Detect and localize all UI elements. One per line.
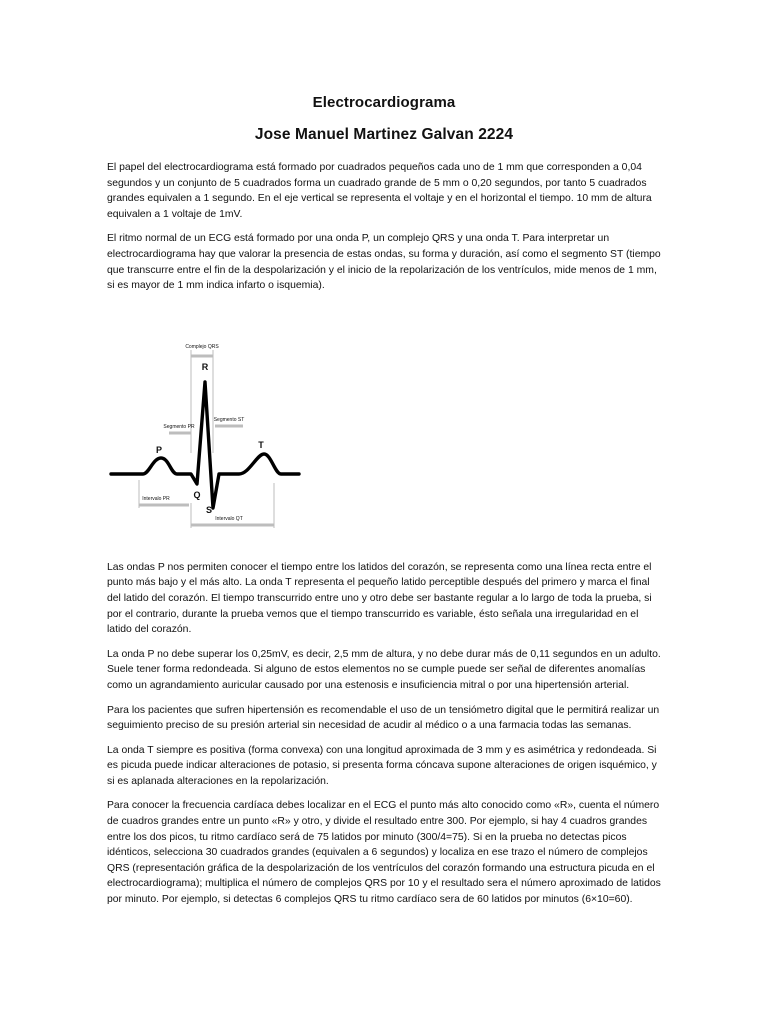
st-segment-label: Segmento ST xyxy=(213,416,245,423)
document-title: Electrocardiograma xyxy=(312,94,456,111)
pr-interval-label: Intervalo PR xyxy=(142,495,170,502)
ecg-diagram xyxy=(109,338,309,538)
qrs-complex-label: Complejo QRS xyxy=(185,343,219,350)
qt-interval-label: Intervalo QT xyxy=(215,515,243,522)
paragraph-heart-rate: Para conocer la frecuencia cardíaca debes localizar en el ECG el punto más alto conocido como «R», cuenta el número de cuadros grandes entre un punto «R» y otro, y divide el resultado entre 300. Por ejemplo, si hay 4 cuadros grandes entre los dos picos, tu ritmo cardíaco será de 75 latidos por minuto (300/4=75). Si en la prueba no detectas picos idénticos, selecciona 30 cuadrados grandes (equivalen a 6 segundos) y localiza en ese trazo el número de complejos QRS (representación gráfica de la despolarización de los ventrículos del corazón formando una estructura picuda en el electrocardiograma); multiplica el número de complejos QRS por 10 y el resultado sera el número aproximado de latidos por minuto. Por ejemplo, si detectas 6 complejos QRS tu ritmo cardíaco sera de 60 latidos por minutos (6×10=60). xyxy=(107,800,661,906)
ecg-diagram-svg xyxy=(109,338,309,538)
p-wave-label: P xyxy=(155,444,163,455)
r-wave-label: R xyxy=(201,361,209,372)
t-wave-label: T xyxy=(258,439,264,450)
paragraph-hypertension: Para los pacientes que sufren hipertensión es recomendable el uso de un tensiómetro digital que le permitirá realizar un seguimiento preciso de su presión arterial sin necesidad de acudir al médico o a una farmacia todas las semanas. xyxy=(107,704,660,732)
document-author: Jose Manuel Martinez Galvan 2224 xyxy=(254,126,514,143)
paragraph-p-wave-limits: La onda P no debe superar los 0,25mV, es decir, 2,5 mm de altura, y no debe durar más de 0,11 segundos en un adulto. Suele tener forma redondeada. Si alguno de estos elementos no se cumple puede ser señal de diferentes anomalías como un agrandamiento auricular causado por una estenosis e insuficiencia mitral o por una hipertensión arterial. xyxy=(107,648,661,691)
paragraph-p-waves: Las ondas P nos permiten conocer el tiempo entre los latidos del corazón, se representa como una línea recta entre el punto más bajo y el más alto. La onda T representa el pequeño latido perceptible después del primero y marca el final del latido del corazón. El tiempo transcurrido entre uno y otro debe ser bastante regular a lo largo de toda la prueba, si por el contrario, durante la prueba vemos que el tiempo transcurrido es variable, ésto señala una irregularidad en el latido del corazón. xyxy=(107,561,652,636)
paragraph-ecg-paper: El papel del electrocardiograma está formado por cuadrados pequeños cada uno de 1 mm que corresponden a 0,04 segundos y un conjunto de 5 cuadrados forma un cuadrado grande de 5 mm o 0,20 segundos, por tanto 5 cuadrados grandes equivalen a 1 segundo. En el eje vertical se representa el voltaje y en el horizontal el tiempo. 10 mm de altura equivalen a 1 voltaje de 1mV. xyxy=(107,162,652,220)
s-wave-label: S xyxy=(205,504,213,515)
q-wave-label: Q xyxy=(193,489,201,500)
paragraph-normal-rhythm: El ritmo normal de un ECG está formado por una onda P, un complejo QRS y una onda T. Para interpretar un electrocardiograma hay que valorar la presencia de estas ondas, su forma y duración, así como el segmento ST (tiempo que transcurre entre el fin de la despolarización y el inicio de la repolarización de los ventrículos, mide menos de 1 mm, si es mayor de 1 mm indica infarto o isquemia). xyxy=(107,233,661,292)
paragraph-t-wave: La onda T siempre es positiva (forma convexa) con una longitud aproximada de 3 mm y es asimétrica y redondeada. Si es picuda puede indicar alteraciones de potasio, si presenta forma cóncava supone alteraciones de origen isquémico, y si es aplanada alteraciones en la repolarización. xyxy=(107,744,657,787)
pr-segment-label: Segmento PR xyxy=(163,423,195,430)
